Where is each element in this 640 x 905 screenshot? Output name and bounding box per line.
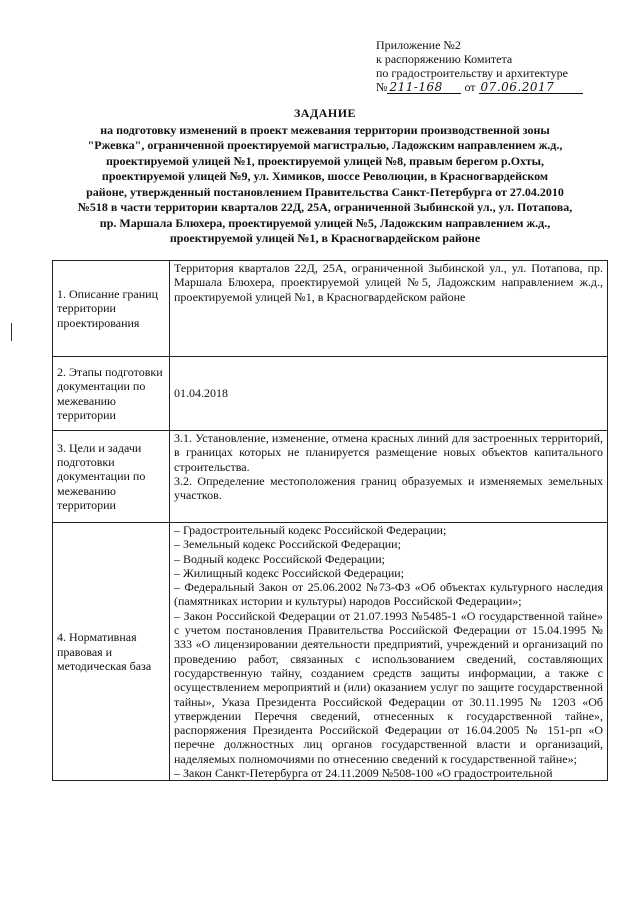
title-line: №518 в части территории кварталов 22Д, 25А, ограниченной Зыбинской ул., ул. Потапова, xyxy=(77,200,573,214)
content-paragraph: 01.04.2018 xyxy=(174,386,228,401)
date-prefix: от xyxy=(464,80,476,94)
title-line: районе, утвержденный постановлением Правительства Санкт-Петербурга от 27.04.2010 xyxy=(86,184,564,199)
appendix-order: к распоряжению Комитета xyxy=(376,52,513,66)
row-label: 1. Описание границ территории проектирования xyxy=(53,261,170,357)
content-paragraph: 3.2. Определение местоположения границ образуемых и изменяемых земельных участков. xyxy=(174,473,603,503)
margin-mark xyxy=(11,323,12,341)
title-line: "Ржевка", ограниченной проектируемой магистралью, Ладожским направлением ж.д., xyxy=(87,138,563,152)
list-item: – Жилищный кодекс Российской Федерации; xyxy=(174,565,405,580)
list-item: – Водный кодекс Российской Федерации; xyxy=(174,551,385,566)
list-item: – Земельный кодекс Российской Федерации; xyxy=(174,537,401,552)
row-label: 2. Этапы подготовки документации по межеванию территории xyxy=(53,357,170,431)
order-number-handwritten: 211-168 xyxy=(387,82,461,94)
table-row xyxy=(53,357,608,431)
specification-table xyxy=(52,260,608,781)
title-line: проектируемой улицей №1, в Красногвардейском районе xyxy=(169,231,481,245)
appendix-title: Приложение №2 xyxy=(376,38,461,52)
number-prefix: № xyxy=(376,80,388,94)
row-content xyxy=(170,523,608,781)
row-label: 3. Цели и задачи подготовки документации по межеванию территории xyxy=(53,431,170,523)
list-item: – Федеральный Закон от 25.06.2002 №73-ФЗ «Об объектах культурного наследия (памятниках истории и культуры) народов Российской Федерации»; xyxy=(174,580,603,609)
table-row xyxy=(53,431,608,523)
content-paragraph: Территория кварталов 22Д, 25А, ограниченной Зыбинской ул., ул. Потапова, пр. Маршала Блюхера, проектируемой улицей №5, Ладожским направлением ж.д., проектируемой улицей №1, в Красногвардейском районе xyxy=(174,261,603,304)
title-line: на подготовку изменений в проект межевания территории производственной зоны xyxy=(100,122,550,137)
list-item: – Градостроительный кодекс Российской Федерации; xyxy=(174,523,447,537)
row-content xyxy=(170,357,608,431)
table-row xyxy=(53,523,608,781)
table-row xyxy=(53,261,608,357)
appendix-number-date xyxy=(376,80,583,94)
row-label: 4. Нормативная правовая и методическая база xyxy=(53,523,170,781)
list-item: – Закон Российской Федерации от 21.07.1993 №5485-1 «О государственной тайне» с учетом постановления Правительства Российской Федерации от 15.04.1995 № 333 «О лицензировании деятельности предприятий, учреждений и организаций по проведению работ, связанных с использованием сведений, составляющих государственную тайну, созданием средств защиты информации, а также с осуществлением мероприятий и (или) оказанием услуг по защите государственной тайны», Указа Президента Российской Федерации от 30.11.1995 № 1203 «Об утверждении Перечня сведений, отнесенных к государственной тайне», распоряжения Президента Российской Федерации от 16.04.2005 № 151-рп «О перечне должностных лиц органов государственной власти и организаций, наделяемых полномочиями по отнесению сведений к государственной тайне»; xyxy=(174,608,603,766)
order-date-handwritten: 07.06.2017 xyxy=(479,82,583,94)
title-line: проектируемой улицей №9, ул. Химиков, шоссе Революции, в Красногвардейском xyxy=(101,169,549,183)
content-paragraph: 3.1. Установление, изменение, отмена красных линий для застроенных территорий, в границах которых не планируется размещение новых объектов капитального строительства. xyxy=(174,431,603,474)
appendix-block xyxy=(376,38,583,94)
row-content xyxy=(170,431,608,523)
row-content xyxy=(170,261,608,357)
list-item: – Закон Санкт-Петербурга от 24.11.2009 №508-100 «О градостроительной xyxy=(174,766,553,781)
title-line: проектируемой улицей №1, проектируемой улицей №8, правым берегом р.Охты, xyxy=(105,153,545,168)
appendix-committee: по градостроительству и архитектуре xyxy=(376,66,568,80)
title-line: пр. Маршала Блюхера, проектируемой улицей №5, Ладожским направлением ж.д., xyxy=(99,215,551,230)
document-title xyxy=(50,106,600,247)
title-heading: ЗАДАНИЕ xyxy=(293,106,357,120)
